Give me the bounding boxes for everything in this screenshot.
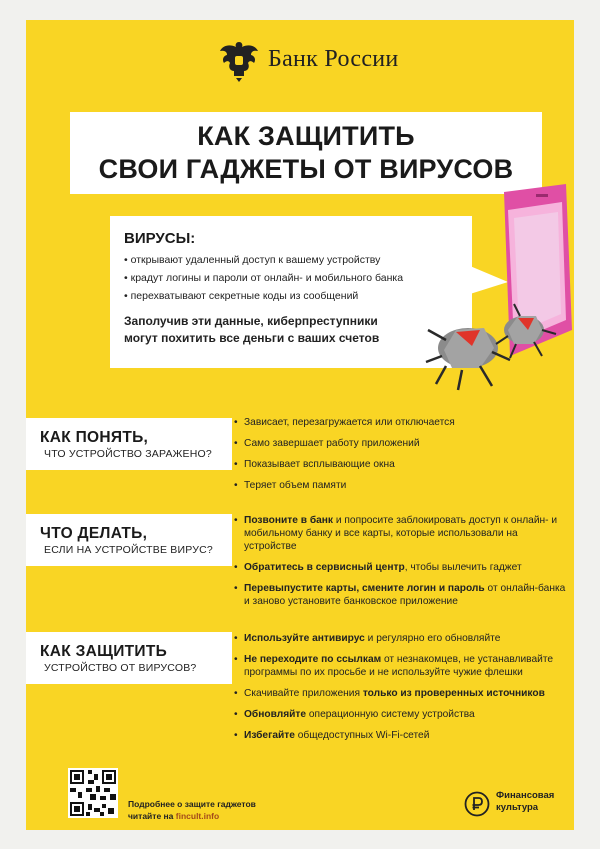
- section-title: КАК ПОНЯТЬ,: [40, 428, 149, 446]
- virus-bullet: • крадут логины и пароли от онлайн- и мобильного банка: [124, 269, 462, 287]
- footer-line-2: читайте на fincult.info: [128, 811, 220, 821]
- virus-heading: ВИРУСЫ:: [124, 230, 196, 247]
- phone-with-bugs-illustration: [396, 180, 574, 420]
- poster: [26, 20, 574, 830]
- list-item: • Теряет объем памяти: [234, 479, 570, 492]
- fincult-link[interactable]: fincult.info: [175, 811, 220, 821]
- double-headed-eagle-icon: [218, 38, 260, 82]
- footer-line-1: Подробнее о защите гаджетов: [128, 799, 256, 809]
- section-subtitle: УСТРОЙСТВО ОТ ВИРУСОВ?: [44, 661, 197, 674]
- section-title: КАК ЗАЩИТИТЬ: [40, 642, 168, 660]
- section-label-protection: [26, 632, 232, 684]
- virus-bullet: • открывают удаленный доступ к вашему устройству: [124, 251, 462, 269]
- protection-list: [234, 632, 570, 750]
- bug-large-icon: [426, 328, 510, 390]
- footer-more-info: [128, 798, 256, 822]
- financial-culture-brand: [496, 790, 554, 814]
- title-line-1: КАК ЗАЩИТИТЬ: [197, 121, 415, 151]
- section-subtitle: ЕСЛИ НА УСТРОЙСТВЕ ВИРУС?: [44, 543, 213, 556]
- list-item: • Зависает, перезагружается или отключается: [234, 416, 570, 429]
- list-item: • Обновляйте операционную систему устройства: [234, 708, 570, 721]
- ruble-circle-icon: [464, 791, 490, 817]
- section-label-symptoms: [26, 418, 232, 470]
- bank-name: Банк России: [268, 46, 399, 72]
- actions-list: [234, 514, 570, 616]
- list-item: • Показывает всплывающие окна: [234, 458, 570, 471]
- list-item: • Не переходите по ссылкам от незнакомцев, не устанавливайте программы по их просьбе и не используйте чужие флешки: [234, 653, 570, 679]
- virus-bullet: • перехватывают секретные коды из сообщений: [124, 287, 462, 305]
- list-item: • Скачивайте приложения только из проверенных источников: [234, 687, 570, 700]
- virus-summary-line-1: Заполучив эти данные, киберпреступники: [124, 314, 378, 328]
- list-item: • Обратитесь в сервисный центр, чтобы вылечить гаджет: [234, 561, 570, 574]
- list-item: • Позвоните в банк и попросите заблокировать доступ к онлайн- и мобильному банку и все карты, которые использовали на устройстве: [234, 514, 570, 553]
- section-label-actions: [26, 514, 232, 566]
- list-item: • Само завершает работу приложений: [234, 437, 570, 450]
- list-item: • Используйте антивирус и регулярно его обновляйте: [234, 632, 570, 645]
- brand-line-1: Финансовая: [496, 790, 555, 801]
- section-title: ЧТО ДЕЛАТЬ,: [40, 524, 148, 542]
- brand-line-2: культура: [496, 802, 539, 813]
- list-item: • Избегайте общедоступных Wi-Fi-сетей: [234, 729, 570, 742]
- title-line-2: СВОИ ГАДЖЕТЫ ОТ ВИРУСОВ: [98, 154, 514, 184]
- list-item: • Перевыпустите карты, смените логин и пароль от онлайн-банка и заново установите банковское приложение: [234, 582, 570, 608]
- virus-summary-line-2: могут похитить все деньги с ваших счетов: [124, 331, 380, 345]
- section-subtitle: ЧТО УСТРОЙСТВО ЗАРАЖЕНО?: [44, 447, 212, 460]
- symptoms-list: [234, 416, 570, 500]
- qr-code-icon[interactable]: [68, 768, 118, 818]
